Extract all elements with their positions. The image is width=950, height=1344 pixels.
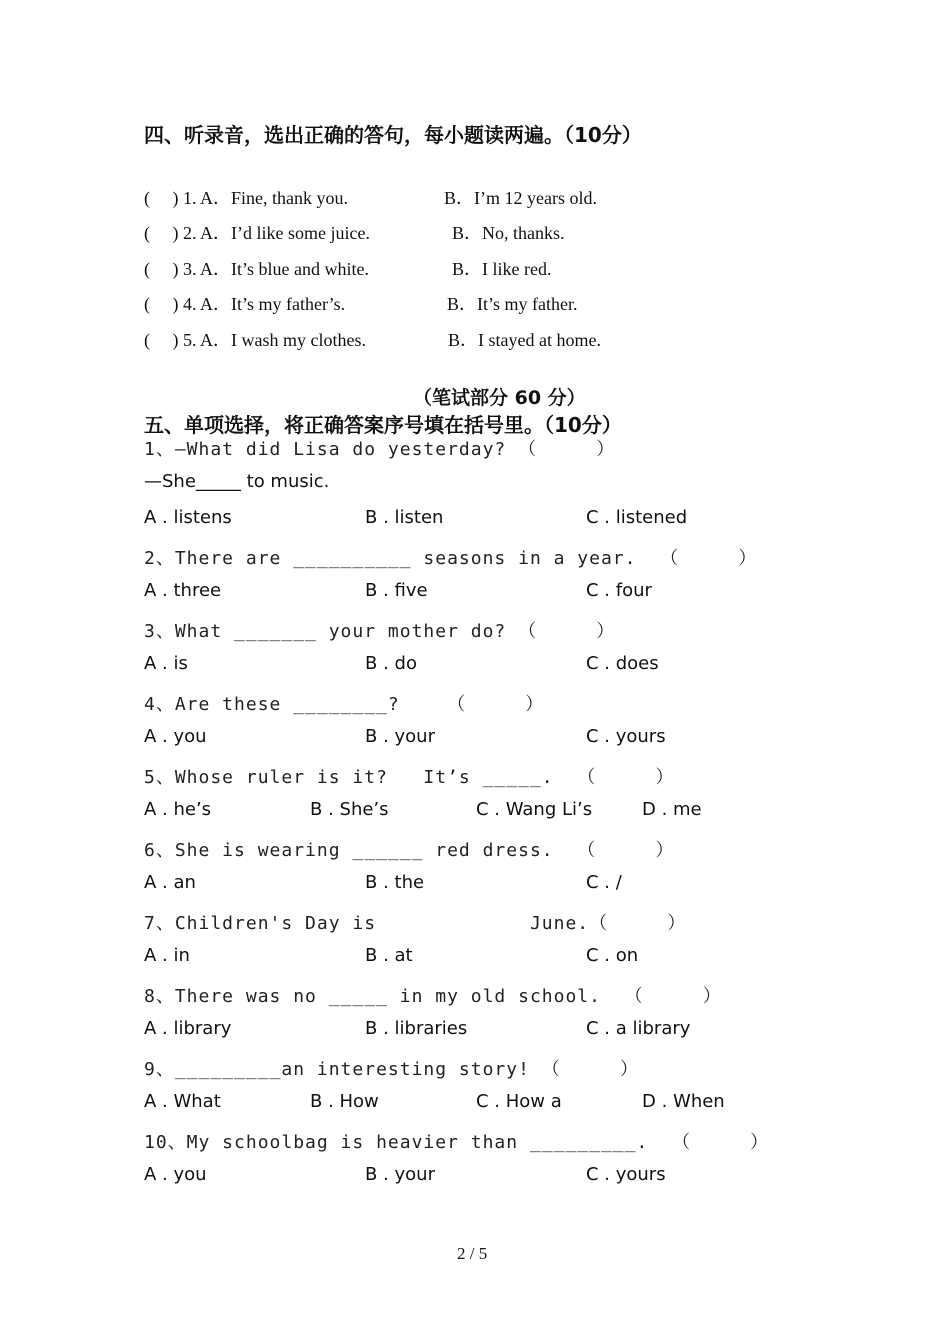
- listening-item-5-b: B．I stayed at home.: [448, 330, 601, 350]
- section4-title: 四、听录音，选出正确的答句，每小题读两遍。（10分）: [144, 123, 642, 147]
- q4-option-a: A . you: [144, 726, 207, 747]
- q8-option-c: C . a library: [586, 1018, 691, 1039]
- question-3: 3、What _______ your mother do? （ ）: [144, 621, 616, 642]
- q3-option-a: A . is: [144, 653, 188, 674]
- q6-option-c: C . /: [586, 872, 622, 893]
- q3-option-b: B . do: [365, 653, 417, 674]
- question-1-line2: —She_____ to music.: [144, 471, 330, 492]
- q3-option-c: C . does: [586, 653, 659, 674]
- q10-option-b: B . your: [365, 1164, 435, 1185]
- question-7: 7、Children's Day is June.（ ）: [144, 913, 687, 934]
- listening-item-2-a: ( ) 2. A．I’d like some juice.: [144, 223, 370, 243]
- q10-option-c: C . yours: [586, 1164, 666, 1185]
- q5-option-c: C . Wang Li’s: [476, 799, 593, 820]
- q5-option-b: B . She’s: [310, 799, 389, 820]
- question-1: 1、—What did Lisa do yesterday? （ ）: [144, 439, 616, 460]
- q6-option-b: B . the: [365, 872, 425, 893]
- q4-option-c: C . yours: [586, 726, 666, 747]
- listening-item-3-b: B．I like red.: [452, 259, 552, 279]
- listening-item-4-b: B．It’s my father.: [447, 294, 578, 314]
- written-part-heading: （笔试部分 60 分）: [413, 387, 586, 409]
- listening-item-1-b: B．I’m 12 years old.: [444, 188, 597, 208]
- page-number: 2 / 5: [457, 1244, 488, 1263]
- listening-item-3-a: ( ) 3. A．It’s blue and white.: [144, 259, 369, 279]
- q7-option-b: B . at: [365, 945, 413, 966]
- q1-option-a: A . listens: [144, 507, 232, 528]
- q4-option-b: B . your: [365, 726, 435, 747]
- question-2: 2、There are __________ seasons in a year. （ ）: [144, 548, 758, 569]
- q8-option-a: A . library: [144, 1018, 232, 1039]
- listening-item-5-a: ( ) 5. A．I wash my clothes.: [144, 330, 366, 350]
- section5-title: 五、单项选择，将正确答案序号填在括号里。（10分）: [144, 413, 622, 437]
- q7-option-a: A . in: [144, 945, 190, 966]
- q6-option-a: A . an: [144, 872, 196, 893]
- q10-option-a: A . you: [144, 1164, 207, 1185]
- question-9: 9、_________an interesting story! （ ）: [144, 1059, 639, 1080]
- q9-option-a: A . What: [144, 1091, 221, 1112]
- question-8: 8、There was no _____ in my old school. （ ）: [144, 986, 722, 1007]
- q9-option-c: C . How a: [476, 1091, 562, 1112]
- q1-option-b: B . listen: [365, 507, 444, 528]
- q2-option-b: B . five: [365, 580, 428, 601]
- listening-item-1-a: ( ) 1. A．Fine, thank you.: [144, 188, 348, 208]
- q2-option-a: A . three: [144, 580, 222, 601]
- q5-option-d: D . me: [642, 799, 702, 820]
- q5-option-a: A . he’s: [144, 799, 212, 820]
- q7-option-c: C . on: [586, 945, 639, 966]
- q2-option-c: C . four: [586, 580, 652, 601]
- listening-item-4-a: ( ) 4. A．It’s my father’s.: [144, 294, 346, 314]
- listening-item-2-b: B．No, thanks.: [452, 223, 565, 243]
- question-5: 5、Whose ruler is it? It’s _____. （ ）: [144, 767, 675, 788]
- q8-option-b: B . libraries: [365, 1018, 468, 1039]
- q9-option-d: D . When: [642, 1091, 725, 1112]
- question-4: 4、Are these ________? （ ）: [144, 694, 545, 715]
- question-6: 6、She is wearing ______ red dress. （ ）: [144, 840, 675, 861]
- q9-option-b: B . How: [310, 1091, 379, 1112]
- q1-option-c: C . listened: [586, 507, 688, 528]
- question-10: 10、My schoolbag is heavier than _________. （ ）: [144, 1132, 770, 1153]
